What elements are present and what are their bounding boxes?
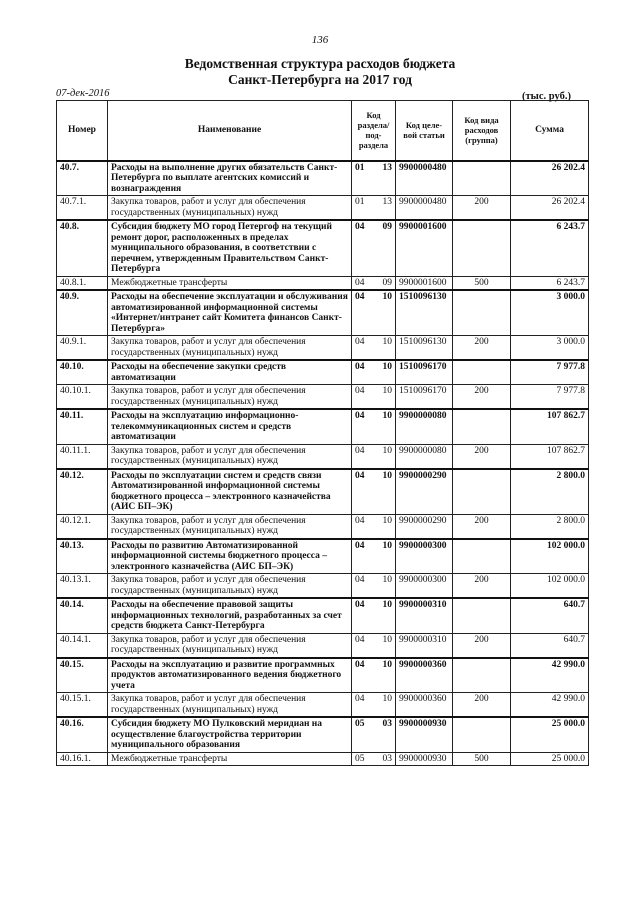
document-date: 07-дек-2016: [56, 88, 110, 99]
row-section-code: 04: [352, 598, 374, 633]
row-subsection-code: 10: [374, 385, 396, 410]
units-label: (тыс. руб.): [522, 91, 571, 102]
row-subsection-code: 10: [374, 360, 396, 385]
header-target: Код целе- вой статьи: [396, 101, 453, 161]
table-row: [57, 290, 589, 336]
table-body: [57, 161, 589, 766]
row-number: 40.10.: [57, 360, 108, 385]
document-title: [0, 56, 640, 88]
row-expense-type: 500: [453, 752, 511, 766]
row-section-code: 04: [352, 633, 374, 658]
row-subsection-code: 10: [374, 290, 396, 336]
row-sum: 42 990.0: [511, 658, 589, 693]
row-expense-type: [453, 220, 511, 276]
row-name: Расходы по эксплуатации систем и средств связи Автоматизированной информационной системы бюджетного процесса – электронного казначейства (АИС БП–ЭК): [108, 469, 352, 515]
row-target-code: 9900000300: [396, 574, 453, 599]
row-expense-type: 200: [453, 196, 511, 221]
row-expense-type: 200: [453, 514, 511, 539]
row-section-code: 05: [352, 752, 374, 766]
table-row: [57, 220, 589, 276]
row-expense-type: [453, 598, 511, 633]
row-expense-type: 200: [453, 336, 511, 361]
row-target-code: 9900000480: [396, 161, 453, 196]
row-subsection-code: 09: [374, 276, 396, 290]
row-number: 40.13.1.: [57, 574, 108, 599]
row-section-code: 04: [352, 574, 374, 599]
row-name: Межбюджетные трансферты: [108, 752, 352, 766]
row-section-code: 05: [352, 717, 374, 752]
row-expense-type: 500: [453, 276, 511, 290]
row-section-code: 04: [352, 444, 374, 469]
row-section-code: 04: [352, 469, 374, 515]
row-target-code: 9900000360: [396, 693, 453, 718]
row-section-code: 04: [352, 514, 374, 539]
row-subsection-code: 10: [374, 469, 396, 515]
table-row: [57, 658, 589, 693]
row-subsection-code: 10: [374, 574, 396, 599]
row-expense-type: [453, 290, 511, 336]
row-name: Расходы на выполнение других обязательств Санкт-Петербурга по выплате агентских комиссий и вознаграждения: [108, 161, 352, 196]
row-target-code: 9900000290: [396, 514, 453, 539]
table-row: [57, 752, 589, 766]
row-section-code: 04: [352, 220, 374, 276]
row-number: 40.14.: [57, 598, 108, 633]
row-name: Закупка товаров, работ и услуг для обеспечения государственных (муниципальных) нужд: [108, 196, 352, 221]
row-name: Закупка товаров, работ и услуг для обеспечения государственных (муниципальных) нужд: [108, 514, 352, 539]
row-subsection-code: 10: [374, 539, 396, 574]
table-row: [57, 276, 589, 290]
row-subsection-code: 10: [374, 658, 396, 693]
table-row: [57, 514, 589, 539]
row-name: Субсидия бюджету МО Пулковский меридиан на осуществление благоустройства территории муниципального образования: [108, 717, 352, 752]
row-target-code: 9900000300: [396, 539, 453, 574]
table-row: [57, 469, 589, 515]
title-line-2: Санкт-Петербурга на 2017 год: [228, 72, 412, 87]
table-row: [57, 717, 589, 752]
row-target-code: 9900001600: [396, 276, 453, 290]
row-number: 40.15.1.: [57, 693, 108, 718]
row-expense-type: [453, 539, 511, 574]
table-header-row: [57, 101, 589, 161]
row-expense-type: 200: [453, 574, 511, 599]
row-section-code: 04: [352, 409, 374, 444]
row-target-code: 9900000080: [396, 444, 453, 469]
row-sum: 25 000.0: [511, 717, 589, 752]
row-expense-type: [453, 360, 511, 385]
row-section-code: 04: [352, 336, 374, 361]
table-row: [57, 598, 589, 633]
title-line-1: Ведомственная структура расходов бюджета: [184, 56, 456, 71]
row-name: Закупка товаров, работ и услуг для обеспечения государственных (муниципальных) нужд: [108, 336, 352, 361]
row-name: Закупка товаров, работ и услуг для обеспечения государственных (муниципальных) нужд: [108, 385, 352, 410]
table-row: [57, 161, 589, 196]
row-number: 40.8.: [57, 220, 108, 276]
row-target-code: 9900000310: [396, 633, 453, 658]
row-number: 40.14.1.: [57, 633, 108, 658]
row-section-code: 04: [352, 385, 374, 410]
header-section: Код раздела/ под- раздела: [352, 101, 396, 161]
row-sum: 7 977.8: [511, 360, 589, 385]
row-number: 40.12.: [57, 469, 108, 515]
row-name: Расходы по развитию Автоматизированной информационной системы бюджетного процесса – электронного казначейства (АИС БП–ЭК): [108, 539, 352, 574]
row-target-code: 9900000480: [396, 196, 453, 221]
row-number: 40.15.: [57, 658, 108, 693]
row-expense-type: [453, 717, 511, 752]
row-expense-type: [453, 161, 511, 196]
row-subsection-code: 13: [374, 161, 396, 196]
row-subsection-code: 10: [374, 409, 396, 444]
row-number: 40.9.1.: [57, 336, 108, 361]
row-section-code: 04: [352, 360, 374, 385]
row-section-code: 04: [352, 539, 374, 574]
row-sum: 3 000.0: [511, 336, 589, 361]
row-subsection-code: 13: [374, 196, 396, 221]
row-subsection-code: 03: [374, 717, 396, 752]
row-sum: 6 243.7: [511, 220, 589, 276]
row-sum: 640.7: [511, 598, 589, 633]
row-name: Расходы на эксплуатацию и развитие программных продуктов автоматизированного ведения бюджетного учета: [108, 658, 352, 693]
row-sum: 640.7: [511, 633, 589, 658]
header-type: Код вида расходов (группа): [453, 101, 511, 161]
row-name: Закупка товаров, работ и услуг для обеспечения государственных (муниципальных) нужд: [108, 693, 352, 718]
row-expense-type: [453, 658, 511, 693]
row-number: 40.8.1.: [57, 276, 108, 290]
row-target-code: 9900000290: [396, 469, 453, 515]
row-target-code: 1510096130: [396, 336, 453, 361]
row-number: 40.7.1.: [57, 196, 108, 221]
row-name: Расходы на обеспечение закупки средств автоматизации: [108, 360, 352, 385]
row-target-code: 9900000080: [396, 409, 453, 444]
header-name: Наименование: [108, 101, 352, 161]
row-number: 40.16.1.: [57, 752, 108, 766]
row-section-code: 01: [352, 161, 374, 196]
table-row: [57, 693, 589, 718]
row-subsection-code: 10: [374, 598, 396, 633]
row-target-code: 1510096130: [396, 290, 453, 336]
row-sum: 26 202.4: [511, 196, 589, 221]
row-sum: 102 000.0: [511, 539, 589, 574]
row-name: Субсидия бюджету МО город Петергоф на текущий ремонт дорог, расположенных в пределах муниципального образования, в соответствии с перечнем, утвержденным Правительством Санкт-Петербурга: [108, 220, 352, 276]
row-sum: 26 202.4: [511, 161, 589, 196]
table-row: [57, 444, 589, 469]
row-sum: 102 000.0: [511, 574, 589, 599]
row-sum: 7 977.8: [511, 385, 589, 410]
row-target-code: 9900000360: [396, 658, 453, 693]
table-row: [57, 633, 589, 658]
row-target-code: 9900000930: [396, 717, 453, 752]
page-number: 136: [311, 34, 329, 46]
row-number: 40.11.1.: [57, 444, 108, 469]
row-name: Расходы на эксплуатацию информационно-телекоммуникационных систем и средств автоматизации: [108, 409, 352, 444]
row-target-code: 9900000930: [396, 752, 453, 766]
row-target-code: 9900000310: [396, 598, 453, 633]
row-sum: 2 800.0: [511, 469, 589, 515]
row-name: Закупка товаров, работ и услуг для обеспечения государственных (муниципальных) нужд: [108, 444, 352, 469]
row-expense-type: 200: [453, 633, 511, 658]
row-subsection-code: 09: [374, 220, 396, 276]
row-name: Межбюджетные трансферты: [108, 276, 352, 290]
row-number: 40.7.: [57, 161, 108, 196]
row-number: 40.16.: [57, 717, 108, 752]
row-sum: 2 800.0: [511, 514, 589, 539]
row-sum: 6 243.7: [511, 276, 589, 290]
row-subsection-code: 10: [374, 444, 396, 469]
row-expense-type: [453, 469, 511, 515]
table-row: [57, 539, 589, 574]
row-section-code: 01: [352, 196, 374, 221]
row-expense-type: [453, 409, 511, 444]
row-expense-type: 200: [453, 693, 511, 718]
row-sum: 107 862.7: [511, 409, 589, 444]
table-row: [57, 574, 589, 599]
row-sum: 25 000.0: [511, 752, 589, 766]
row-subsection-code: 10: [374, 514, 396, 539]
table-row: [57, 409, 589, 444]
row-number: 40.13.: [57, 539, 108, 574]
row-subsection-code: 10: [374, 633, 396, 658]
row-number: 40.11.: [57, 409, 108, 444]
row-sum: 107 862.7: [511, 444, 589, 469]
header-sum: Сумма: [511, 101, 589, 161]
row-target-code: 1510096170: [396, 360, 453, 385]
header-number: Номер: [57, 101, 108, 161]
row-number: 40.10.1.: [57, 385, 108, 410]
row-subsection-code: 10: [374, 693, 396, 718]
row-section-code: 04: [352, 658, 374, 693]
row-sum: 3 000.0: [511, 290, 589, 336]
table-row: [57, 336, 589, 361]
row-section-code: 04: [352, 290, 374, 336]
table-row: [57, 385, 589, 410]
row-name: Расходы на обеспечение правовой защиты информационных технологий, разработанных за счет средств бюджета Санкт-Петербурга: [108, 598, 352, 633]
row-target-code: 1510096170: [396, 385, 453, 410]
row-name: Закупка товаров, работ и услуг для обеспечения государственных (муниципальных) нужд: [108, 633, 352, 658]
row-subsection-code: 10: [374, 336, 396, 361]
row-number: 40.12.1.: [57, 514, 108, 539]
table-row: [57, 360, 589, 385]
budget-table: [56, 100, 589, 766]
row-name: Закупка товаров, работ и услуг для обеспечения государственных (муниципальных) нужд: [108, 574, 352, 599]
row-expense-type: 200: [453, 385, 511, 410]
row-target-code: 9900001600: [396, 220, 453, 276]
row-section-code: 04: [352, 693, 374, 718]
row-name: Расходы на обеспечение эксплуатации и обслуживания автоматизированной информационной системы «Интернет/интранет сайт Комитета финансов Санкт-Петербурга»: [108, 290, 352, 336]
row-section-code: 04: [352, 276, 374, 290]
row-sum: 42 990.0: [511, 693, 589, 718]
row-expense-type: 200: [453, 444, 511, 469]
table-row: [57, 196, 589, 221]
row-subsection-code: 03: [374, 752, 396, 766]
row-number: 40.9.: [57, 290, 108, 336]
